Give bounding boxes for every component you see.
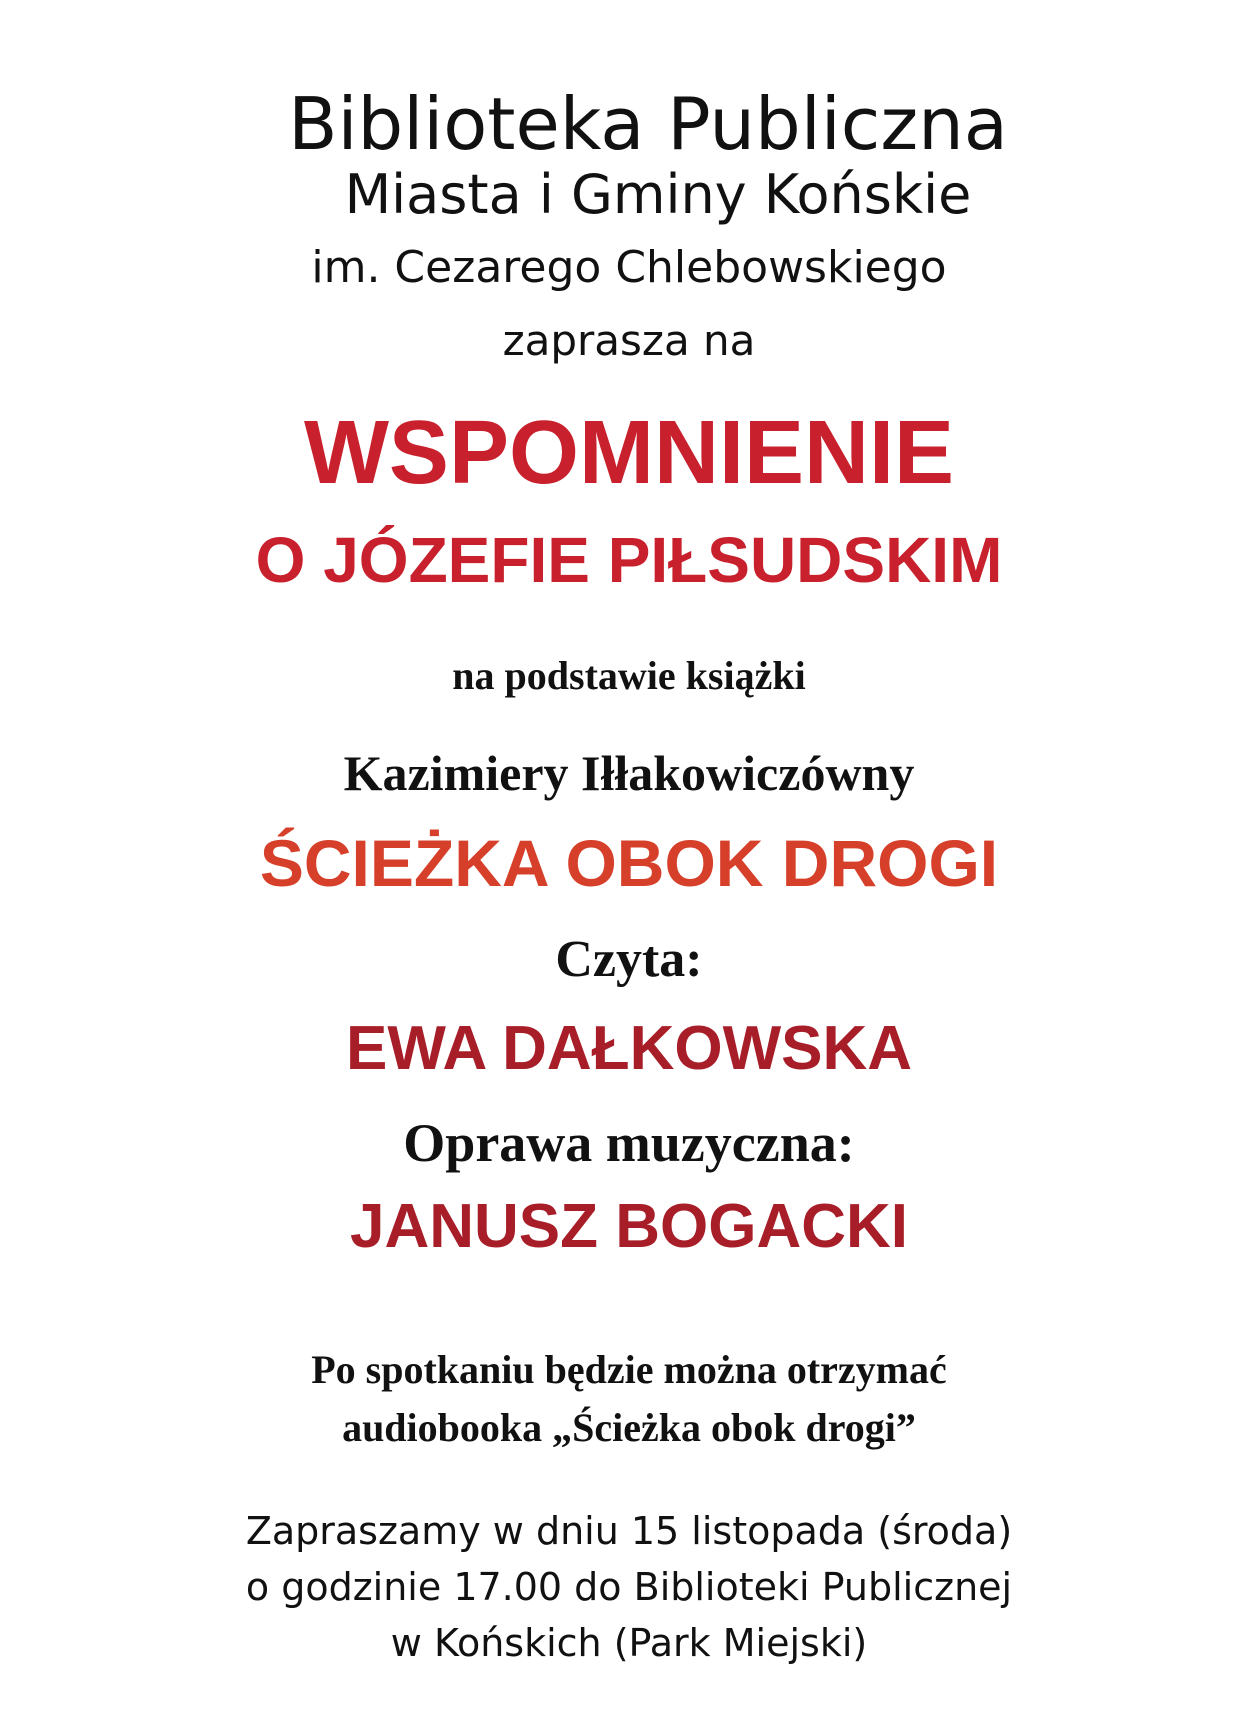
music-label: Oprawa muzyczna: <box>403 1113 855 1173</box>
book-title: ŚCIEŻKA OBOK DROGI <box>259 826 999 900</box>
event-place-line: w Końskich (Park Miejski) <box>390 1621 868 1665</box>
invitation-text: zaprasza na <box>502 316 756 365</box>
event-time-line: o godzinie 17.00 do Biblioteki Publicznej <box>245 1565 1013 1609</box>
audiobook-note-line1: Po spotkaniu będzie można otrzymać <box>311 1347 947 1392</box>
reader-label: Czyta: <box>555 931 703 988</box>
music-performer: JANUSZ BOGACKI <box>349 1192 909 1261</box>
library-patron: im. Cezarego Chlebowskiego <box>311 242 947 293</box>
book-author: Kazimiery Iłłakowiczówny <box>343 745 915 801</box>
event-date-line: Zapraszamy w dniu 15 listopada (środa) <box>245 1509 1013 1553</box>
library-location: Miasta i Gminy Końskie <box>344 163 972 226</box>
event-subtitle: O JÓZEFIE PIŁSUDSKIM <box>255 524 1003 596</box>
library-name: Biblioteka Publiczna <box>288 82 1008 166</box>
based-on-text: na podstawie książki <box>452 653 806 698</box>
event-title: WSPOMNIENIE <box>303 403 955 503</box>
reader-name: EWA DAŁKOWSKA <box>346 1014 912 1083</box>
audiobook-note-line2: audiobooka „Ścieżka obok drogi” <box>342 1405 916 1450</box>
